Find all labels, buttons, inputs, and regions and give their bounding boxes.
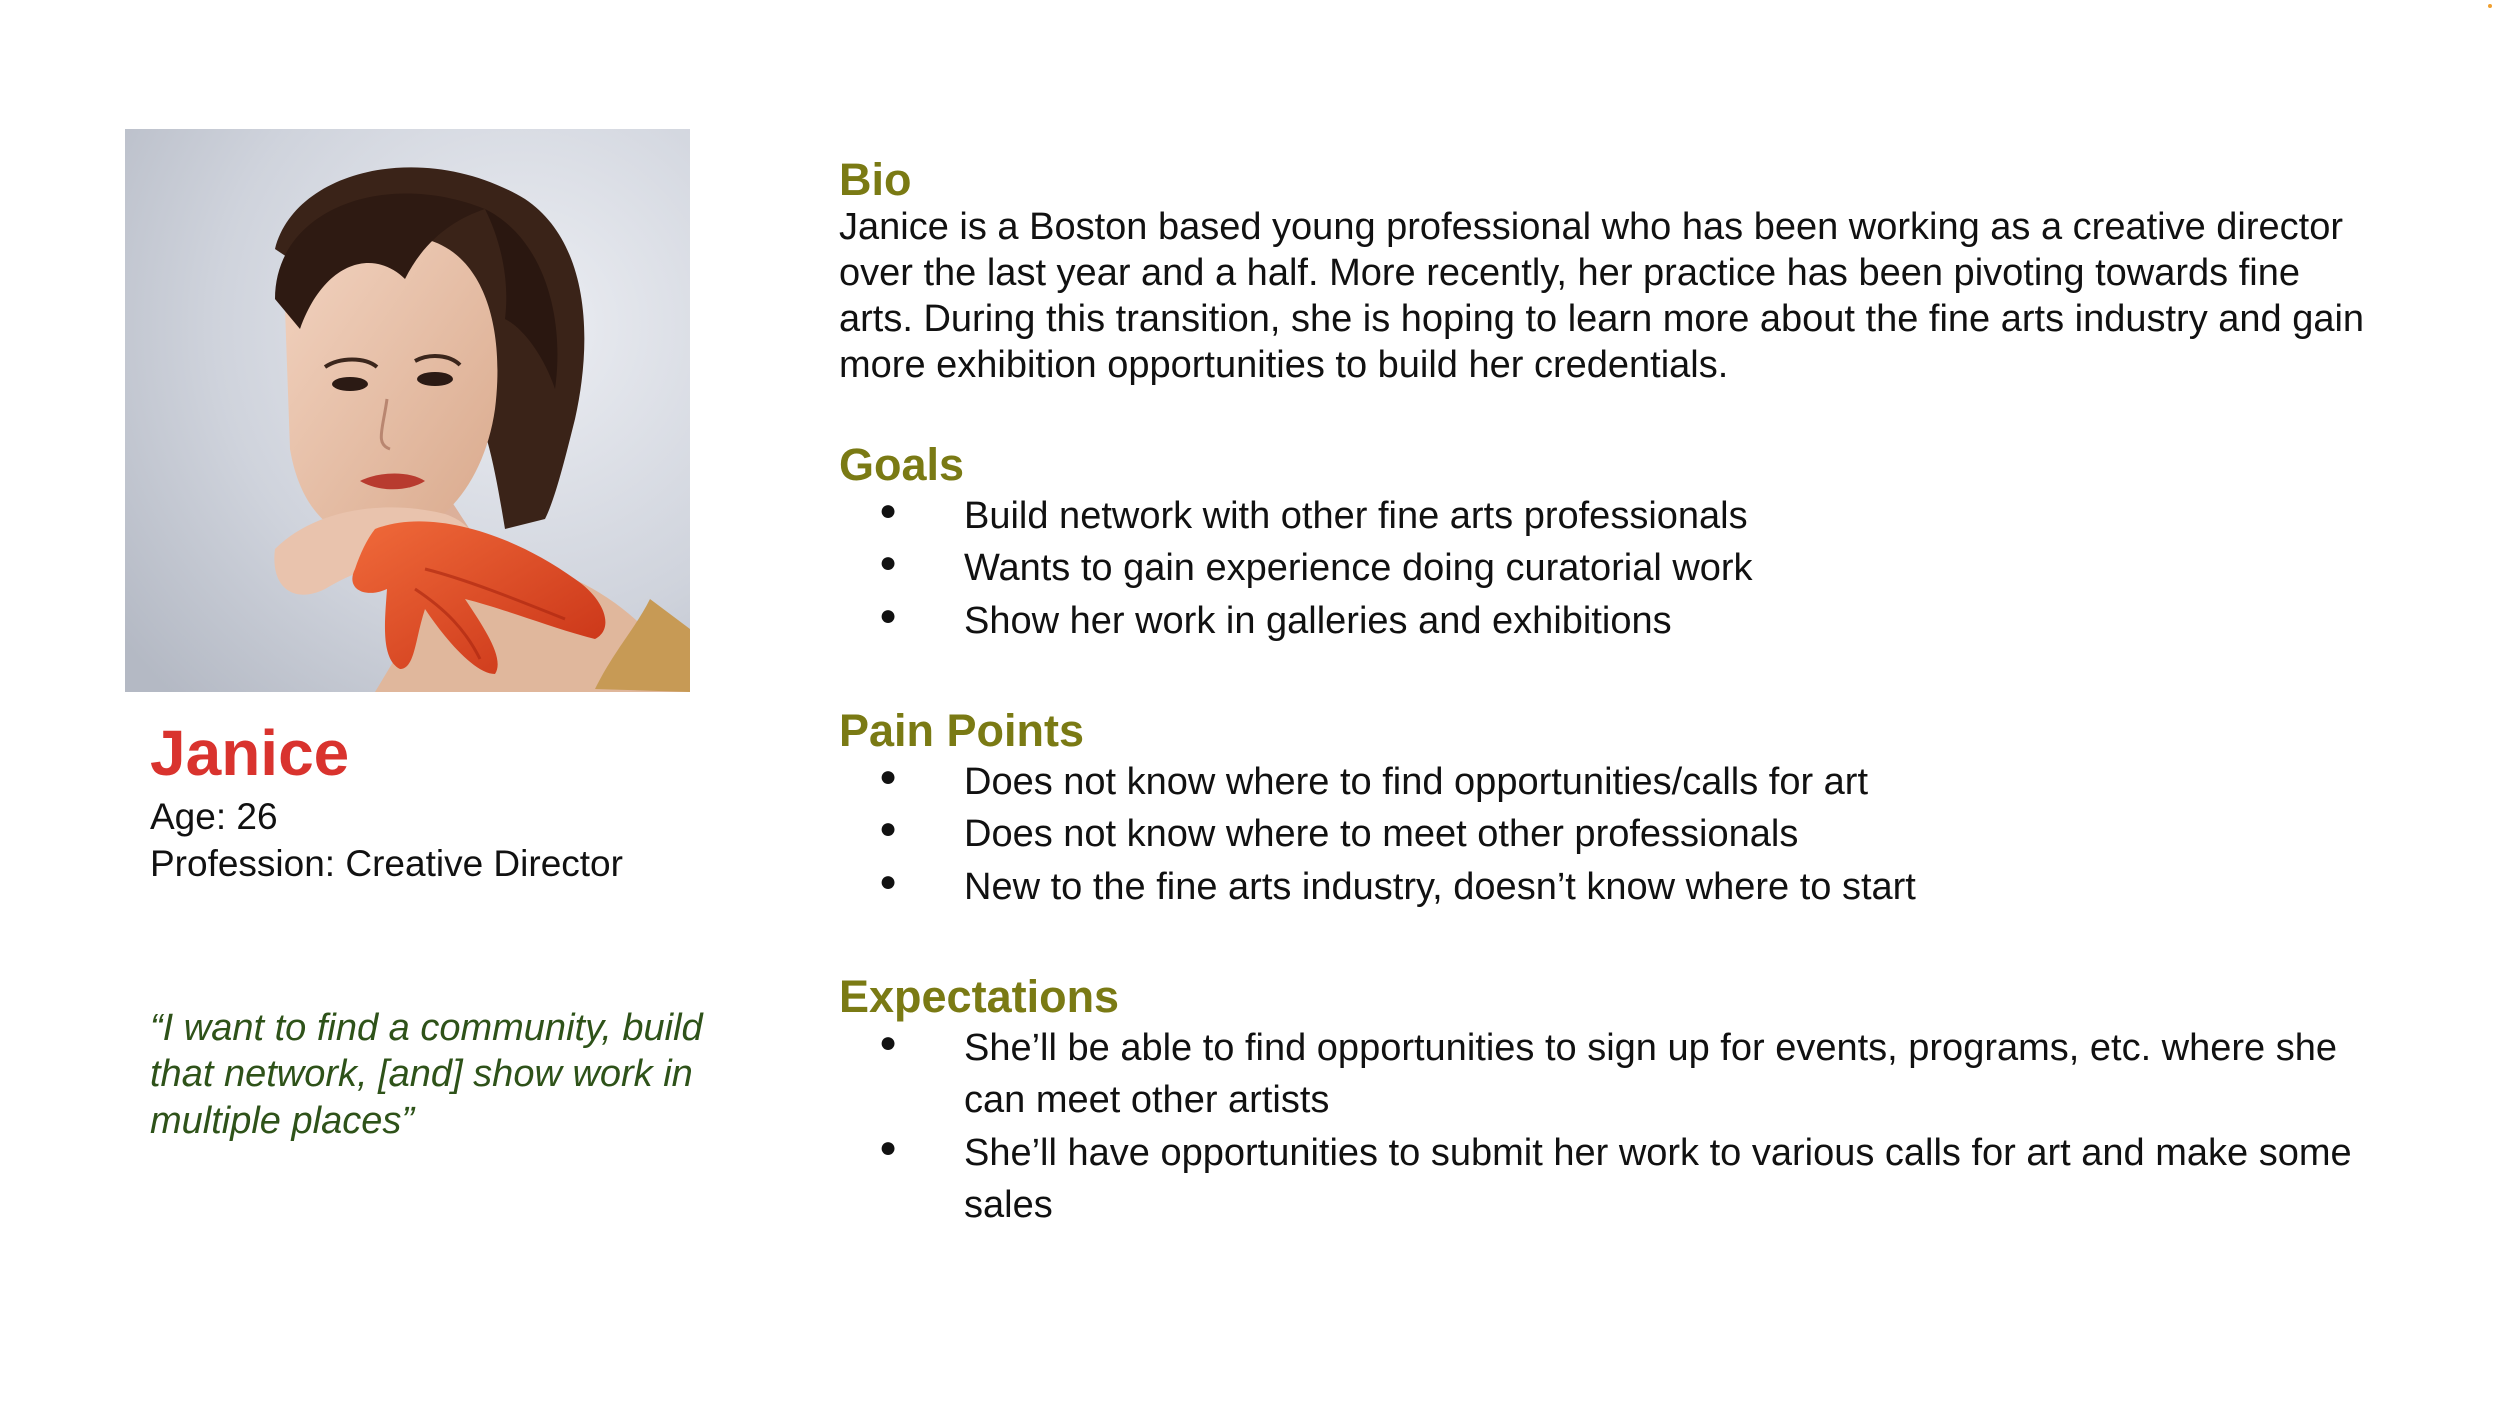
bullet-icon: ● (879, 546, 898, 580)
bullet-icon: ● (879, 760, 898, 793)
bullet-icon: ● (879, 812, 898, 846)
persona-quote: “I want to find a community, build that network, [and] show work in multiple places” (150, 1007, 703, 1142)
bullet-icon: ● (879, 864, 898, 898)
goal-text: Show her work in galleries and exhibitions (964, 599, 1672, 642)
bio-heading: Bio (839, 154, 912, 205)
bio-text: Janice is a Boston based young professional who has been working as a creative director over the last year and a half. More recently, her practice has been pivoting towards fine arts. During this transition, she is hoping to learn more about the fine arts industry and gain more exhibition opportunities to build her credentials. (839, 206, 2365, 386)
list-item (839, 542, 2359, 594)
list-item (839, 490, 2359, 542)
persona-photo (125, 129, 690, 692)
persona-profession (150, 842, 623, 886)
profession-value: Creative Director (345, 843, 623, 884)
pain-point-text: Does not know where to find opportunities/calls for art (964, 761, 1869, 803)
pain-point-text: Does not know where to meet other professionals (964, 813, 1799, 856)
bullet-icon: ● (879, 494, 898, 527)
persona-name: Janice (150, 717, 350, 789)
expectation-text: She’ll have opportunities to submit her work to various calls for art and make some sales (964, 1131, 2352, 1227)
profession-label: Profession: (150, 843, 336, 884)
pain-point-text: New to the fine arts industry, doesn’t know where to start (964, 865, 1916, 908)
goal-text: Build network with other fine arts professionals (964, 495, 1748, 537)
pain-points-list (839, 756, 2359, 913)
list-item (839, 808, 2359, 860)
age-value: 26 (236, 796, 278, 837)
list-item (839, 595, 2359, 647)
goals-heading: Goals (839, 439, 965, 490)
bullet-icon: ● (879, 1130, 898, 1164)
list-item (839, 861, 2359, 913)
corner-marker (2488, 4, 2492, 8)
expectations-list (839, 1022, 2359, 1232)
bullet-icon: ● (879, 598, 898, 632)
goal-text: Wants to gain experience doing curatorial work (964, 547, 1753, 590)
expectations-heading: Expectations (839, 971, 1120, 1022)
persona-age (150, 795, 278, 839)
portrait-image (125, 129, 690, 692)
age-label: Age: (150, 796, 227, 837)
bullet-icon: ● (879, 1026, 898, 1059)
pain-points-heading: Pain Points (839, 705, 1085, 756)
list-item (839, 1127, 2359, 1232)
expectation-text: She’ll be able to find opportunities to sign up for events, programs, etc. where she can meet other artists (964, 1027, 2338, 1122)
list-item (839, 756, 2359, 808)
list-item (839, 1022, 2359, 1127)
goals-list (839, 490, 2359, 647)
